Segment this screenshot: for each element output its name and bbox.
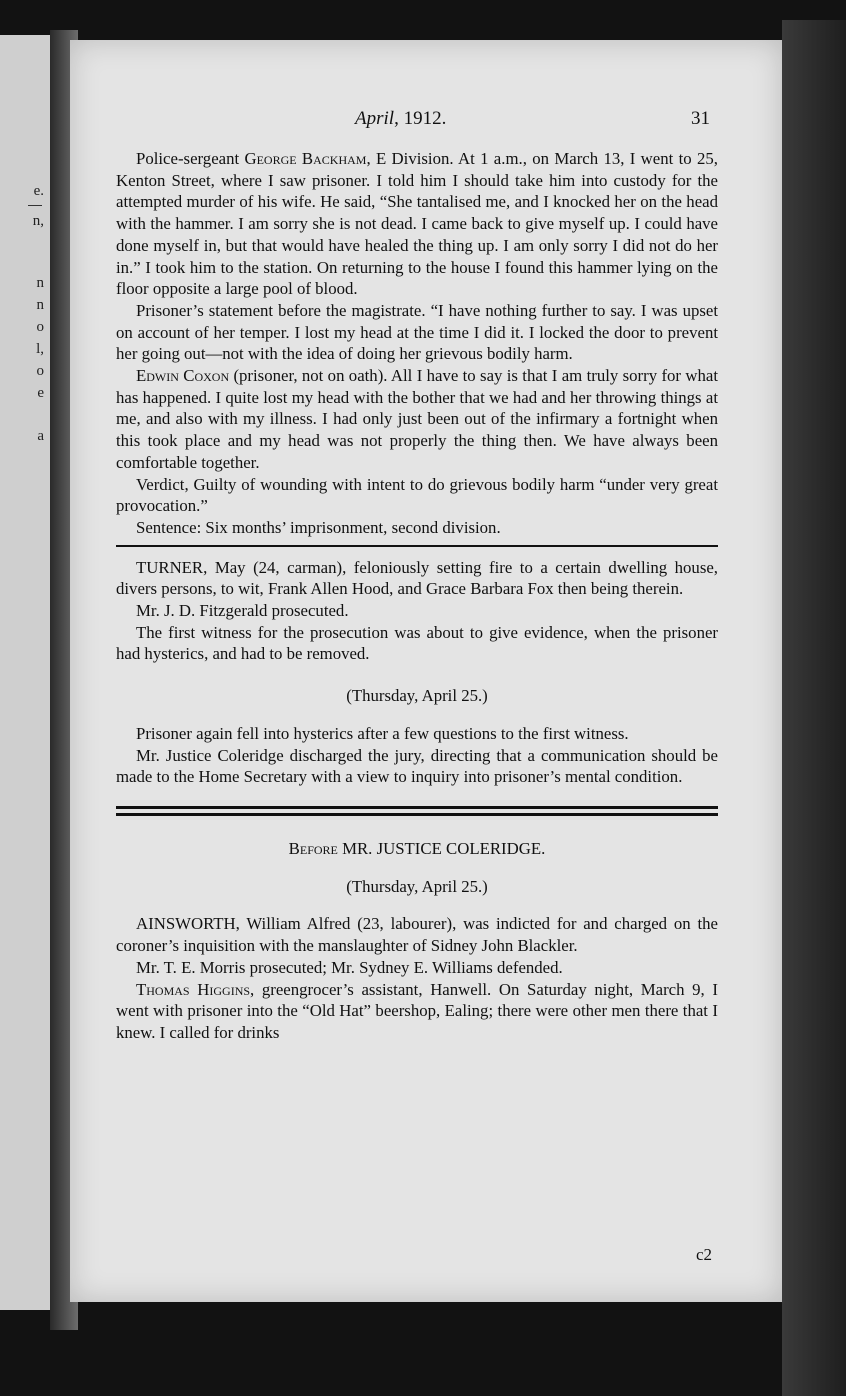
header-year: , 1912. — [394, 108, 447, 129]
paragraph: Mr. Justice Coleridge discharged the jury, directing that a communication should be made to the Home Secretary with a view to inquiry into prisoner’s mental condition. — [116, 745, 718, 787]
section-heading-prefix: Before — [288, 838, 338, 858]
running-header — [70, 108, 782, 134]
paragraph — [116, 957, 718, 979]
paragraph-text: Mr. T. E. Morris prosecuted; Mr. Sydney E. Williams defended. — [136, 957, 563, 977]
paragraph-text: Sentence: Six months’ imprisonment, second division. — [136, 517, 501, 537]
document-page — [70, 40, 782, 1302]
facing-page-fragment: n, — [32, 213, 44, 229]
case-divider — [116, 545, 718, 547]
paragraph-text: , greengrocer’s assistant, Hanwell. On Saturday night, March 9, I went with prisoner into the “Old Hat” beershop, Ealing; there were other men there that I knew. I called for drinks — [116, 979, 718, 1042]
scan-border — [782, 20, 846, 1396]
paragraph-text: Police-sergeant — [136, 149, 245, 168]
paragraph: TURNER, May (24, carman), feloniously setting fire to a certain dwelling house, divers persons, to wit, Frank Allen Hood, and Grace Barbara Fox then being therein. — [116, 557, 718, 599]
header-date — [355, 108, 446, 130]
facing-page-fragment: a — [37, 428, 44, 444]
witness-name: George Backham — [244, 149, 367, 168]
header-month: April — [355, 108, 395, 129]
paragraph — [116, 365, 718, 474]
body-text — [116, 148, 718, 1044]
paragraph — [116, 517, 718, 539]
witness-name: Thomas Higgins — [136, 979, 251, 999]
facing-page-fragment: e. — [33, 183, 44, 199]
facing-page-dash — [28, 205, 42, 206]
paragraph: The first witness for the prosecution was about to give evidence, when the prisoner had hysterics, and had to be removed. — [116, 622, 718, 664]
paragraph-text: Verdict, Guilty of wounding with intent to do grievous bodily harm “under very great provocation.” — [116, 474, 718, 516]
case3-paragraphs — [116, 913, 718, 1043]
paragraph — [116, 979, 718, 1044]
witness-name: Edwin Coxon — [136, 366, 230, 386]
paragraph — [116, 148, 718, 300]
section-heading — [116, 838, 718, 860]
paragraph-text: AINSWORTH, William Alfred (23, labourer), was indicted for and charged on the coroner’s inquisition with the manslaughter of Sidney John Blackler. — [116, 914, 718, 956]
section-divider — [116, 806, 718, 816]
facing-page-fragment: e — [37, 385, 44, 401]
section-heading-title: MR. JUSTICE COLERIDGE. — [337, 838, 546, 858]
paragraph: Mr. J. D. Fitzgerald prosecuted. — [136, 601, 349, 621]
page-number: 31 — [691, 108, 710, 129]
facing-page-fragment: l, — [36, 341, 44, 357]
paragraph-text: Prisoner’s statement before the magistrate. “I have nothing further to say. I was upset on account of her temper. I lost my head at the time I did it. I locked the door to prevent her going out—not with the idea of doing her grievous bodily harm. — [116, 300, 718, 364]
case1-paragraphs — [116, 148, 718, 539]
case2-paragraphs — [116, 557, 718, 666]
date-heading: (Thursday, April 25.) — [346, 876, 488, 896]
paragraph-text: (prisoner, not on oath). All I have to say is that I am truly sorry for what has happened. I quite lost my head with the bother that we had and her throwing things at me, and also with my illness. I had only just been out of the infirmary a fortnight when this took place and my head was not properly the thing then. We have always been comfortable together. — [116, 366, 718, 472]
case2-continued-paragraphs — [116, 723, 718, 788]
paragraph — [116, 300, 718, 365]
facing-page-fragment: n — [36, 297, 44, 313]
paragraph: Prisoner again fell into hysterics after a few questions to the first witness. — [136, 723, 629, 743]
facing-page-edge — [0, 35, 50, 1310]
paragraph — [116, 913, 718, 956]
paragraph-text: , E Division. At 1 a.m., on March 13, I went to 25, Kenton Street, where I saw prisoner. I told him I should take him into custody for the attempted murder of his wife. He said, “She tantalised me, and I knocked her on the head with the hammer. I am sorry she is not dead. I came back to give myself up. I could have done myself in, but that would have healed the thing up. I am only sorry I did not do her in.” I took him to the station. On returning to the house I found this hammer lying on the floor opposite a large pool of blood. — [116, 149, 718, 299]
facing-page-fragment: n — [36, 275, 44, 291]
facing-page-fragment: o — [36, 319, 44, 335]
signature-mark: c2 — [695, 1245, 712, 1264]
paragraph — [116, 474, 718, 517]
facing-page-fragment: o — [36, 363, 44, 379]
date-heading: (Thursday, April 25.) — [346, 686, 488, 706]
